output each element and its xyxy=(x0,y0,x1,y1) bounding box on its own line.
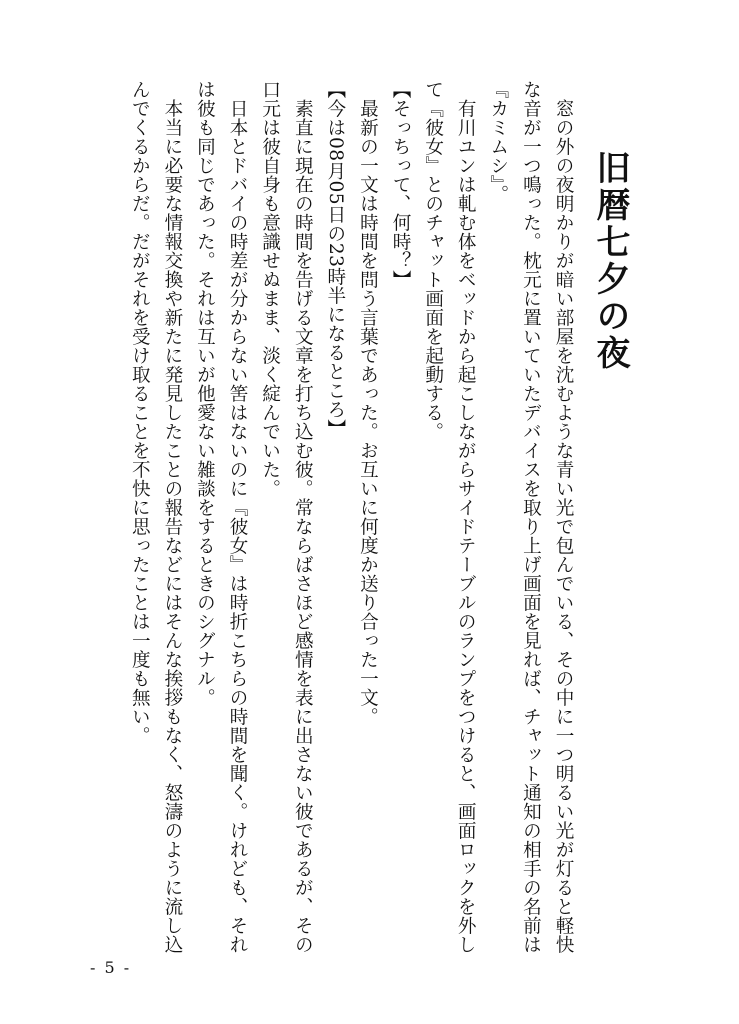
page-number: - 5 - xyxy=(90,958,132,977)
chat-message: 【今は08月05日の23時半になるところ】 xyxy=(324,80,346,439)
paragraph: 素直に現在の時間を告げる文章を打ち込む彼。常ならばさほど感情を表に出さない彼であるが、その口元は彼自身も意識せぬまま、淡く綻んでいた。 xyxy=(259,80,314,954)
chapter-title: 旧暦七夕の夜 xyxy=(590,150,630,372)
paragraph: 本当に必要な情報交換や新たに発見したことの報告などにはそんな挨拶もなく、怒濤のように流し込んでくるからだ。だがそれを受け取ることを不快に思ったことは一度も無い。 xyxy=(129,80,183,954)
body-text xyxy=(123,80,579,960)
chat-message: 【そっちって、何時？】 xyxy=(390,80,412,289)
paragraph: 窓の外の夜明かりが暗い部屋を沈むような青い光で包んでいる、その中に一つ明るい光が灯ると軽快な音が一つ鳴った。枕元に置いていたデバイスを取り上げ画面を見れば、チャット通知の相手の名前は『カミムシ』。 xyxy=(487,80,574,954)
paragraph: 有川ユンは軋む体をベッドから起こしながらサイドテーブルのランプをつけると、画面ロックを外して『彼女』とのチャット画面を起動する。 xyxy=(422,80,477,954)
paragraph: 最新の一文は時間を問う言葉であった。お互いに何度か送り合った一文。 xyxy=(357,98,379,726)
paragraph: 日本とドバイの時差が分からない筈はないのに『彼女』は時折こちらの時間を聞く。けれども、それは彼も同じであった。それは互いが他愛ない雑談をするときのシグナル。 xyxy=(194,80,249,954)
